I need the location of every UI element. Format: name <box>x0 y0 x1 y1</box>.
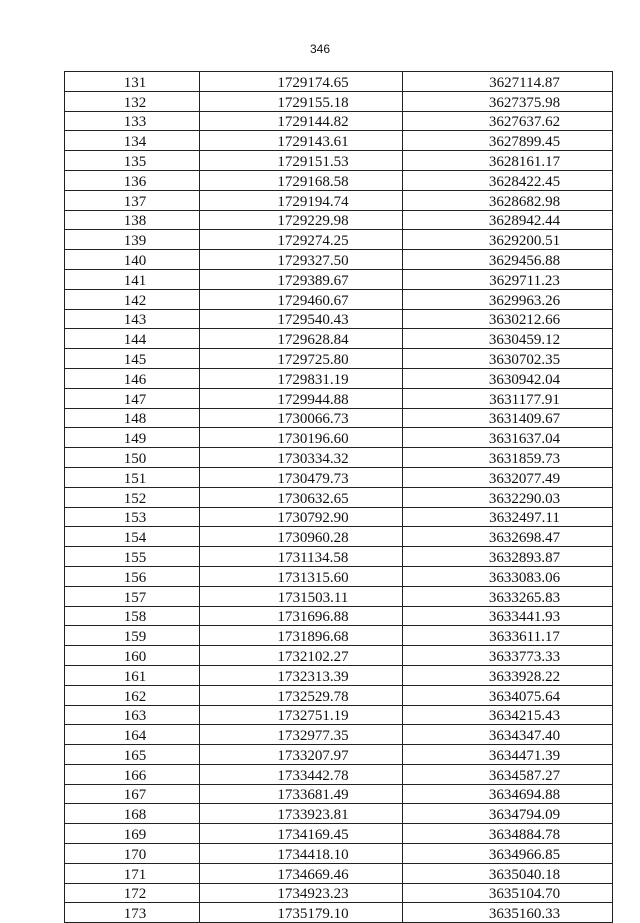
point-number-cell: 143 <box>65 309 200 329</box>
point-number-cell: 173 <box>65 903 200 923</box>
x-coordinate-cell: 1732977.35 <box>200 725 403 745</box>
x-coordinate-cell: 1731696.88 <box>200 606 403 626</box>
y-coordinate-cell: 3631409.67 <box>403 408 613 428</box>
x-coordinate-cell: 1729155.18 <box>200 91 403 111</box>
point-number-cell: 168 <box>65 804 200 824</box>
table-row <box>65 586 613 606</box>
y-coordinate-cell: 3628161.17 <box>403 151 613 171</box>
table-row <box>65 665 613 685</box>
table-row <box>65 784 613 804</box>
y-coordinate-cell: 3634884.78 <box>403 824 613 844</box>
x-coordinate-cell: 1729628.84 <box>200 329 403 349</box>
point-number-cell: 154 <box>65 527 200 547</box>
x-coordinate-cell: 1730479.73 <box>200 467 403 487</box>
y-coordinate-cell: 3630459.12 <box>403 329 613 349</box>
x-coordinate-cell: 1729389.67 <box>200 269 403 289</box>
table-row <box>65 527 613 547</box>
x-coordinate-cell: 1733207.97 <box>200 745 403 765</box>
x-coordinate-cell: 1732313.39 <box>200 665 403 685</box>
x-coordinate-cell: 1735179.10 <box>200 903 403 923</box>
y-coordinate-cell: 3633441.93 <box>403 606 613 626</box>
x-coordinate-cell: 1731896.68 <box>200 626 403 646</box>
point-number-cell: 153 <box>65 507 200 527</box>
x-coordinate-cell: 1730960.28 <box>200 527 403 547</box>
point-number-cell: 148 <box>65 408 200 428</box>
x-coordinate-cell: 1731315.60 <box>200 566 403 586</box>
y-coordinate-cell: 3632698.47 <box>403 527 613 547</box>
y-coordinate-cell: 3634966.85 <box>403 844 613 864</box>
table-row <box>65 131 613 151</box>
y-coordinate-cell: 3628682.98 <box>403 190 613 210</box>
point-number-cell: 131 <box>65 72 200 92</box>
x-coordinate-cell: 1729460.67 <box>200 289 403 309</box>
y-coordinate-cell: 3635104.70 <box>403 883 613 903</box>
x-coordinate-cell: 1731134.58 <box>200 547 403 567</box>
point-number-cell: 134 <box>65 131 200 151</box>
y-coordinate-cell: 3631177.91 <box>403 388 613 408</box>
y-coordinate-cell: 3634215.43 <box>403 705 613 725</box>
point-number-cell: 162 <box>65 685 200 705</box>
x-coordinate-cell: 1733923.81 <box>200 804 403 824</box>
y-coordinate-cell: 3633611.17 <box>403 626 613 646</box>
x-coordinate-cell: 1732102.27 <box>200 646 403 666</box>
table-row <box>65 745 613 765</box>
x-coordinate-cell: 1729143.61 <box>200 131 403 151</box>
y-coordinate-cell: 3627114.87 <box>403 72 613 92</box>
table-row <box>65 448 613 468</box>
point-number-cell: 166 <box>65 764 200 784</box>
coordinates-table <box>64 71 613 923</box>
table-row <box>65 408 613 428</box>
table-row <box>65 368 613 388</box>
point-number-cell: 145 <box>65 349 200 369</box>
x-coordinate-cell: 1732529.78 <box>200 685 403 705</box>
point-number-cell: 160 <box>65 646 200 666</box>
y-coordinate-cell: 3634347.40 <box>403 725 613 745</box>
table-row <box>65 566 613 586</box>
point-number-cell: 156 <box>65 566 200 586</box>
x-coordinate-cell: 1729274.25 <box>200 230 403 250</box>
table-row <box>65 883 613 903</box>
x-coordinate-cell: 1730632.65 <box>200 487 403 507</box>
table-row <box>65 151 613 171</box>
y-coordinate-cell: 3632893.87 <box>403 547 613 567</box>
x-coordinate-cell: 1729174.65 <box>200 72 403 92</box>
y-coordinate-cell: 3632077.49 <box>403 467 613 487</box>
x-coordinate-cell: 1734418.10 <box>200 844 403 864</box>
y-coordinate-cell: 3630942.04 <box>403 368 613 388</box>
table-row <box>65 230 613 250</box>
point-number-cell: 150 <box>65 448 200 468</box>
y-coordinate-cell: 3632497.11 <box>403 507 613 527</box>
point-number-cell: 157 <box>65 586 200 606</box>
point-number-cell: 142 <box>65 289 200 309</box>
table-row <box>65 250 613 270</box>
y-coordinate-cell: 3628942.44 <box>403 210 613 230</box>
point-number-cell: 165 <box>65 745 200 765</box>
x-coordinate-cell: 1730792.90 <box>200 507 403 527</box>
y-coordinate-cell: 3629711.23 <box>403 269 613 289</box>
x-coordinate-cell: 1729229.98 <box>200 210 403 230</box>
x-coordinate-cell: 1729725.80 <box>200 349 403 369</box>
y-coordinate-cell: 3631859.73 <box>403 448 613 468</box>
y-coordinate-cell: 3635160.33 <box>403 903 613 923</box>
x-coordinate-cell: 1730066.73 <box>200 408 403 428</box>
y-coordinate-cell: 3630702.35 <box>403 349 613 369</box>
table-row <box>65 467 613 487</box>
point-number-cell: 135 <box>65 151 200 171</box>
point-number-cell: 140 <box>65 250 200 270</box>
table-row <box>65 210 613 230</box>
x-coordinate-cell: 1734669.46 <box>200 863 403 883</box>
point-number-cell: 169 <box>65 824 200 844</box>
y-coordinate-cell: 3629200.51 <box>403 230 613 250</box>
point-number-cell: 132 <box>65 91 200 111</box>
y-coordinate-cell: 3629963.26 <box>403 289 613 309</box>
x-coordinate-cell: 1734923.23 <box>200 883 403 903</box>
x-coordinate-cell: 1729144.82 <box>200 111 403 131</box>
y-coordinate-cell: 3634587.27 <box>403 764 613 784</box>
point-number-cell: 161 <box>65 665 200 685</box>
table-row <box>65 388 613 408</box>
point-number-cell: 146 <box>65 368 200 388</box>
x-coordinate-cell: 1733442.78 <box>200 764 403 784</box>
y-coordinate-cell: 3633773.33 <box>403 646 613 666</box>
x-coordinate-cell: 1729168.58 <box>200 170 403 190</box>
x-coordinate-cell: 1729540.43 <box>200 309 403 329</box>
y-coordinate-cell: 3634794.09 <box>403 804 613 824</box>
table-row <box>65 646 613 666</box>
y-coordinate-cell: 3627637.62 <box>403 111 613 131</box>
table-row <box>65 626 613 646</box>
point-number-cell: 149 <box>65 428 200 448</box>
point-number-cell: 133 <box>65 111 200 131</box>
x-coordinate-cell: 1730196.60 <box>200 428 403 448</box>
y-coordinate-cell: 3630212.66 <box>403 309 613 329</box>
x-coordinate-cell: 1729327.50 <box>200 250 403 270</box>
table-row <box>65 190 613 210</box>
x-coordinate-cell: 1729151.53 <box>200 151 403 171</box>
table-row <box>65 349 613 369</box>
point-number-cell: 171 <box>65 863 200 883</box>
x-coordinate-cell: 1730334.32 <box>200 448 403 468</box>
table-row <box>65 804 613 824</box>
table-row <box>65 863 613 883</box>
table-row <box>65 269 613 289</box>
point-number-cell: 172 <box>65 883 200 903</box>
y-coordinate-cell: 3635040.18 <box>403 863 613 883</box>
table-row <box>65 547 613 567</box>
x-coordinate-cell: 1731503.11 <box>200 586 403 606</box>
table-row <box>65 685 613 705</box>
y-coordinate-cell: 3634075.64 <box>403 685 613 705</box>
point-number-cell: 151 <box>65 467 200 487</box>
x-coordinate-cell: 1734169.45 <box>200 824 403 844</box>
y-coordinate-cell: 3634694.88 <box>403 784 613 804</box>
table-row <box>65 72 613 92</box>
y-coordinate-cell: 3633265.83 <box>403 586 613 606</box>
y-coordinate-cell: 3627899.45 <box>403 131 613 151</box>
y-coordinate-cell: 3628422.45 <box>403 170 613 190</box>
table-row <box>65 170 613 190</box>
table-row <box>65 507 613 527</box>
table-row <box>65 824 613 844</box>
table-row <box>65 844 613 864</box>
y-coordinate-cell: 3627375.98 <box>403 91 613 111</box>
table-row <box>65 725 613 745</box>
point-number-cell: 147 <box>65 388 200 408</box>
point-number-cell: 144 <box>65 329 200 349</box>
point-number-cell: 137 <box>65 190 200 210</box>
table-row <box>65 705 613 725</box>
table-row <box>65 309 613 329</box>
y-coordinate-cell: 3629456.88 <box>403 250 613 270</box>
table-row <box>65 764 613 784</box>
table-row <box>65 91 613 111</box>
table-row <box>65 289 613 309</box>
point-number-cell: 159 <box>65 626 200 646</box>
x-coordinate-cell: 1729944.88 <box>200 388 403 408</box>
point-number-cell: 170 <box>65 844 200 864</box>
y-coordinate-cell: 3633928.22 <box>403 665 613 685</box>
point-number-cell: 141 <box>65 269 200 289</box>
y-coordinate-cell: 3631637.04 <box>403 428 613 448</box>
point-number-cell: 164 <box>65 725 200 745</box>
point-number-cell: 152 <box>65 487 200 507</box>
y-coordinate-cell: 3633083.06 <box>403 566 613 586</box>
x-coordinate-cell: 1729194.74 <box>200 190 403 210</box>
coordinates-table-body <box>65 72 613 923</box>
point-number-cell: 155 <box>65 547 200 567</box>
point-number-cell: 136 <box>65 170 200 190</box>
x-coordinate-cell: 1729831.19 <box>200 368 403 388</box>
point-number-cell: 163 <box>65 705 200 725</box>
table-row <box>65 428 613 448</box>
x-coordinate-cell: 1733681.49 <box>200 784 403 804</box>
point-number-cell: 138 <box>65 210 200 230</box>
page-number: 346 <box>309 42 331 56</box>
point-number-cell: 158 <box>65 606 200 626</box>
table-row <box>65 487 613 507</box>
x-coordinate-cell: 1732751.19 <box>200 705 403 725</box>
table-row <box>65 329 613 349</box>
point-number-cell: 167 <box>65 784 200 804</box>
table-row <box>65 606 613 626</box>
y-coordinate-cell: 3634471.39 <box>403 745 613 765</box>
point-number-cell: 139 <box>65 230 200 250</box>
table-row <box>65 111 613 131</box>
y-coordinate-cell: 3632290.03 <box>403 487 613 507</box>
table-row <box>65 903 613 923</box>
